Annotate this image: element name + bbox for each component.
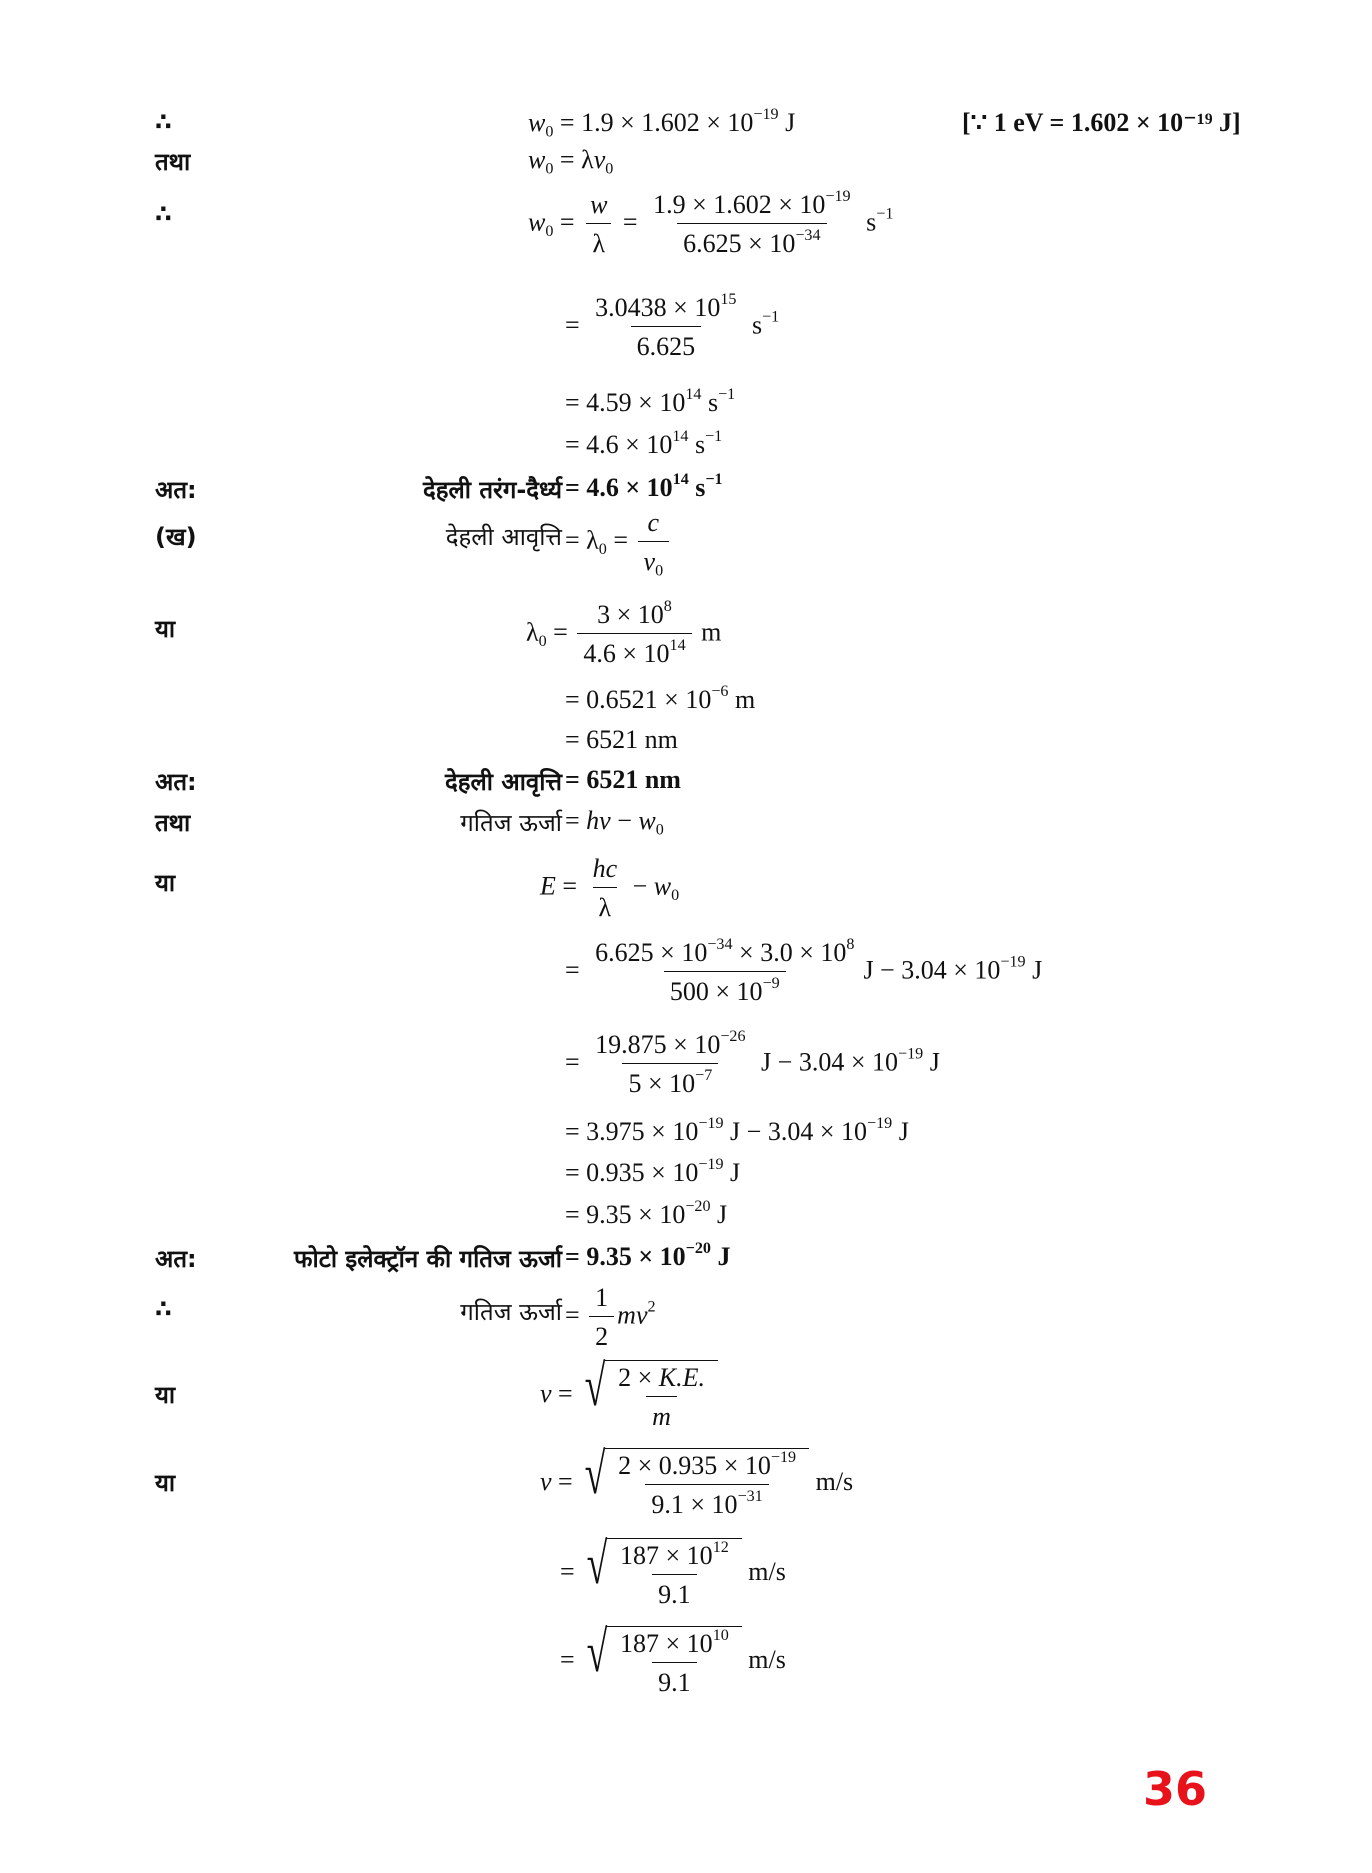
equation: = $\lambda_0$ = $\frac{c}{v_0}$ bbox=[565, 508, 672, 577]
line-velocity-values bbox=[0, 1441, 1372, 1519]
label-hence: अत: bbox=[155, 476, 197, 504]
term-photoelectron-ke: फोटो इलेक्ट्रॉन की गतिज ऊर्जा bbox=[294, 1245, 562, 1273]
label-or: या bbox=[155, 1381, 176, 1409]
equation: = $3.975 \times 10^{-19}$ $J - 3.04 \times 10^{-19}$ J bbox=[565, 1114, 909, 1146]
line-w0-lambda bbox=[0, 145, 1372, 185]
line-kinetic-energy bbox=[0, 806, 1372, 846]
label-hence: अत: bbox=[155, 1245, 197, 1273]
unit-conversion-note: [∵ 1 eV = 1.602 × 10⁻¹⁹ J] bbox=[962, 108, 1241, 137]
equation: $w_0 = 1.9 \times 1.602 \times 10^{-19}$ J bbox=[528, 105, 796, 141]
equation: = $4.6 \times 10^{14}$ $s^{-1}$ bbox=[565, 427, 723, 459]
line-step bbox=[0, 725, 1372, 765]
term-threshold-frequency: देहली आवृत्ति bbox=[445, 523, 562, 551]
line-lambda0 bbox=[0, 597, 1372, 668]
equation: = hv − $w_0$ bbox=[565, 806, 664, 839]
equation: = 6521 nm bbox=[565, 725, 678, 754]
equation: = $\frac{1}{2}$ $mv^2$ bbox=[565, 1283, 656, 1351]
line-w0-fraction bbox=[0, 187, 1372, 258]
equation: v = √ $\frac{2 \times K.E.}{m}$ bbox=[540, 1360, 718, 1432]
line-step bbox=[0, 1114, 1372, 1157]
line-threshold-frequency bbox=[0, 508, 1372, 580]
label-and: तथा bbox=[155, 809, 191, 837]
line-energy-formula bbox=[0, 854, 1372, 922]
equation: = $4.59 \times 10^{14}$ $s^{-1}$ bbox=[565, 385, 736, 417]
line-step bbox=[0, 1027, 1372, 1098]
equation: = $\frac{19.875 \times 10^{-26}}{5 \times 10^{-7}}$ $J - 3.04 \times 10^{-19}$ J bbox=[565, 1027, 940, 1098]
line-ke-formula bbox=[0, 1283, 1372, 1351]
line-step bbox=[0, 427, 1372, 470]
therefore-symbol: ∴ bbox=[155, 200, 172, 228]
line-velocity-formula bbox=[0, 1353, 1372, 1431]
result-value: = $4.6 \times 10^{14}$ $s^{-1}$ bbox=[565, 470, 723, 502]
equation: = $9.35 \times 10^{-20}$ J bbox=[565, 1197, 728, 1229]
term-threshold-frequency: देहली आवृत्ति bbox=[444, 768, 562, 796]
label-part-b: (ख) bbox=[155, 523, 197, 551]
line-step bbox=[0, 1531, 1372, 1609]
line-step bbox=[0, 935, 1372, 1006]
line-step bbox=[0, 290, 1372, 361]
therefore-symbol: ∴ bbox=[155, 108, 172, 136]
equation: = $\frac{6.625 \times 10^{-34} \times 3.0 \times 10^8}{500 \times 10^{-9}}$ $J - 3.04 \times 10^{-19}$ J bbox=[565, 935, 1043, 1006]
result-value: = 6521 nm bbox=[565, 765, 681, 794]
term-kinetic-energy: गतिज ऊर्जा bbox=[460, 1298, 562, 1326]
equation: = $0.6521 \times 10^{-6}$ m bbox=[565, 682, 756, 714]
page-number: 36 bbox=[1143, 1762, 1208, 1816]
line-step bbox=[0, 682, 1372, 725]
line-step bbox=[0, 385, 1372, 428]
term-threshold-wavelength: देहली तरंग-दैर्ध्य bbox=[423, 476, 562, 504]
line-step bbox=[0, 1619, 1372, 1697]
line-step bbox=[0, 1155, 1372, 1198]
equation: E = $\frac{hc}{\lambda}$ − $w_0$ bbox=[540, 854, 680, 922]
equation: = √ $\frac{187 \times 10^{12}}{9.1}$ m/s bbox=[560, 1531, 786, 1609]
equation: $w_0 = \lambda v_0$ bbox=[528, 145, 614, 178]
line-result-threshold-wavelength bbox=[0, 470, 1372, 513]
term-kinetic-energy: गतिज ऊर्जा bbox=[460, 809, 562, 837]
label-and: तथा bbox=[155, 148, 191, 176]
line-result-threshold-frequency bbox=[0, 765, 1372, 805]
equation: v = √ $\frac{2 \times 0.935 \times 10^{-19}}{9.1 \times 10^{-31}}$ m/s bbox=[540, 1441, 854, 1519]
equation: $w_0$ = $\frac{w}{\lambda}$ = $\frac{1.9 \times 1.602 \times 10^{-19}}{6.625 \times 10^{-34}}$ $s^{-1}$ bbox=[528, 187, 894, 258]
therefore-symbol: ∴ bbox=[155, 1295, 172, 1323]
label-or: या bbox=[155, 615, 176, 643]
equation: = $0.935 \times 10^{-19}$ J bbox=[565, 1155, 741, 1187]
result-value: = $9.35 \times 10^{-20}$ J bbox=[565, 1239, 731, 1271]
label-or: या bbox=[155, 1469, 176, 1497]
label-hence: अत: bbox=[155, 768, 197, 796]
line-result-photoelectron-ke bbox=[0, 1239, 1372, 1282]
equation: $\lambda_0$ = $\frac{3 \times 10^8}{4.6 \times 10^{14}}$ m bbox=[526, 597, 722, 668]
label-or: या bbox=[155, 869, 176, 897]
equation: = √ $\frac{187 \times 10^{10}}{9.1}$ m/s bbox=[560, 1619, 786, 1697]
line-step bbox=[0, 1197, 1372, 1240]
equation: = $\frac{3.0438 \times 10^{15}}{6.625}$ $s^{-1}$ bbox=[565, 290, 780, 361]
line-w0-value bbox=[0, 105, 1372, 148]
